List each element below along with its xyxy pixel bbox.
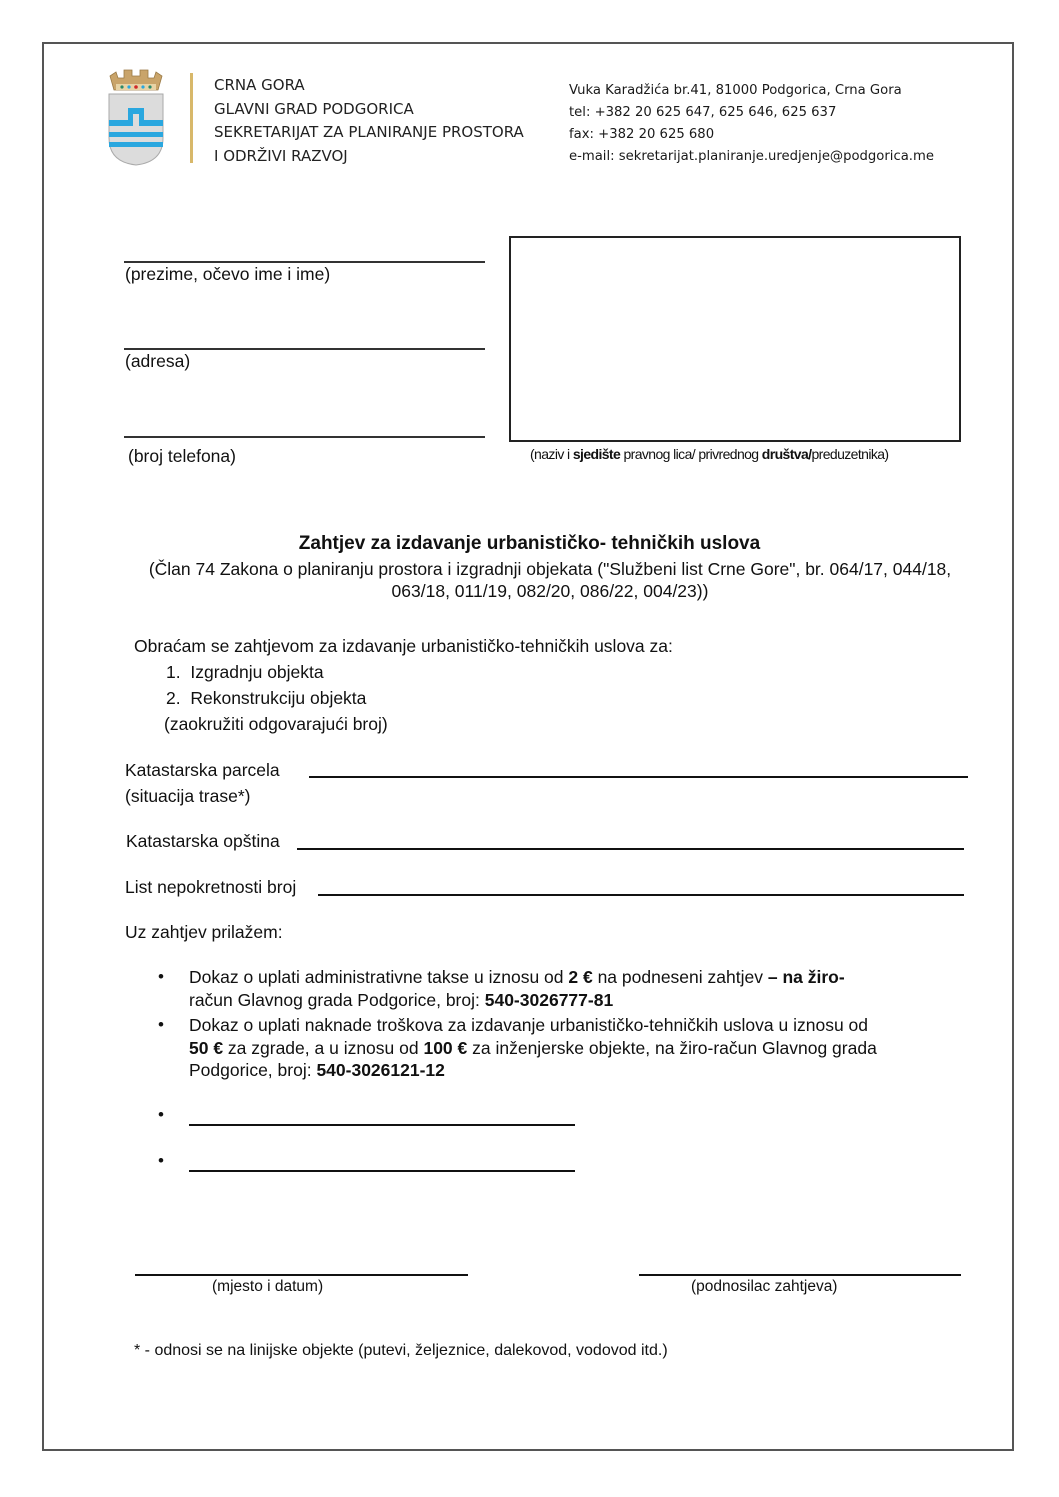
bullet-icon: • <box>158 1151 164 1170</box>
place-date-label: (mjesto i datum) <box>212 1278 324 1295</box>
text: račun Glavnog grada Podgorice, broj: <box>189 989 485 1010</box>
caption-text-bold: društva/ <box>761 446 812 462</box>
fee-amount: 2 € <box>568 967 593 987</box>
phone-field-label: (broj telefona) <box>128 446 236 466</box>
option-number: 2. <box>166 688 181 708</box>
option-2[interactable] <box>166 688 366 709</box>
org-line: GLAVNI GRAD PODGORICA <box>214 99 414 118</box>
text: Dokaz o uplati naknade <box>189 1015 377 1035</box>
header-divider <box>190 73 193 163</box>
legal-entity-box[interactable] <box>509 236 961 442</box>
text: na podneseni zahtjev <box>592 967 768 987</box>
attachments-heading: Uz zahtjev prilažem: <box>125 922 283 942</box>
caption-text: (naziv i <box>530 446 573 462</box>
applicant-signature-label: (podnosilac zahtjeva) <box>691 1278 838 1295</box>
text: troškova za izdavanje urbanističko-tehničkih uslova u iznosu od <box>376 1015 869 1035</box>
municipality-field-line[interactable] <box>297 848 964 850</box>
caption-text: preduzetnika) <box>811 446 889 462</box>
address-line: Vuka Karadžića br.41, 81000 Podgorica, Crna Gora <box>569 83 902 98</box>
footnote <box>134 1342 668 1360</box>
account-number: 540-3026777-81 <box>484 989 614 1010</box>
text: za inženjerske objekte, na žiro-račun Glavnog grada <box>467 1037 877 1058</box>
name-field-line[interactable] <box>124 261 485 263</box>
option-1[interactable] <box>166 662 324 683</box>
attachment-item-1 <box>189 966 969 1011</box>
parcel-sublabel: (situacija trase*) <box>125 786 251 806</box>
org-line: I ODRŽIVI RAZVOJ <box>214 146 348 165</box>
organization-name <box>214 74 524 168</box>
podgorica-coat-of-arms-icon <box>106 68 166 166</box>
org-line: SEKRETARIJAT ZA PLANIRANJE PROSTORA <box>214 123 524 141</box>
property-sheet-field-line[interactable] <box>318 894 964 896</box>
option-label: Izgradnju objekta <box>190 662 324 682</box>
caption-text-bold: sjedište <box>572 446 621 462</box>
contact-info <box>569 80 934 168</box>
fee-amount: 100 € <box>423 1037 468 1058</box>
name-field-label: (prezime, očevo ime i ime) <box>125 264 331 284</box>
text-bold: – na žiro- <box>767 967 845 987</box>
footnote-text: * - odnosi <box>134 1342 207 1359</box>
address-field-line[interactable] <box>124 348 485 350</box>
request-intro: Obraćam se zahtjevom za izdavanje urbanističko-tehničkih uslova za: <box>134 636 673 656</box>
extra-attachment-line-1[interactable] <box>189 1124 575 1126</box>
text: Podgorice, broj: <box>189 1060 317 1080</box>
place-date-line[interactable] <box>135 1274 468 1276</box>
fee-amount: 50 € <box>189 1037 224 1058</box>
text: Dokaz o uplati administrativne takse u iznosu od <box>189 967 569 987</box>
footnote-text: se na linijske objekte (putevi, željeznice, dalekovod, vodovod itd.) <box>206 1342 668 1359</box>
extra-attachment-line-2[interactable] <box>189 1170 575 1172</box>
email-line: e-mail: sekretarijat.planiranje.uredjenje@podgorica.me <box>569 149 934 164</box>
phone-line: tel: +382 20 625 647, 625 646, 625 637 <box>569 105 837 120</box>
address-field-label: (adresa) <box>125 351 191 371</box>
option-number: 1. <box>166 662 181 682</box>
applicant-signature-line[interactable] <box>639 1274 961 1276</box>
phone-field-line[interactable] <box>124 436 485 438</box>
caption-text: pravnog lica/ privrednog <box>620 446 762 462</box>
document-title: Zahtjev za izdavanje urbanističko- tehničkih uslova <box>298 533 761 554</box>
bullet-icon: • <box>158 1105 164 1124</box>
option-label: Rekonstrukciju objekta <box>190 688 367 708</box>
org-line: CRNA GORA <box>214 76 305 94</box>
account-number: 540-3026121-12 <box>316 1060 445 1080</box>
text: za zgrade, a u iznosu od <box>223 1037 424 1058</box>
parcel-field-line[interactable] <box>309 776 968 778</box>
options-hint: (zaokružiti odgovarajući broj) <box>164 714 388 734</box>
property-sheet-label: List nepokretnosti broj <box>125 877 297 897</box>
municipality-label: Katastarska opština <box>126 831 280 851</box>
legal-entity-caption <box>530 446 889 462</box>
attachment-item-2 <box>189 1014 969 1082</box>
bullet-icon: • <box>158 1015 164 1034</box>
parcel-label: Katastarska parcela <box>125 760 280 780</box>
fax-line: fax: +382 20 625 680 <box>569 127 715 142</box>
legal-basis: (Član 74 Zakona o planiranju prostora i izgradnji objekata ("Službeni list Crne Gore", br. 064/17, 044/18, 063/18, 011/19, 082/20, 086/22, 004/23)) <box>148 559 952 601</box>
bullet-icon: • <box>158 967 164 986</box>
